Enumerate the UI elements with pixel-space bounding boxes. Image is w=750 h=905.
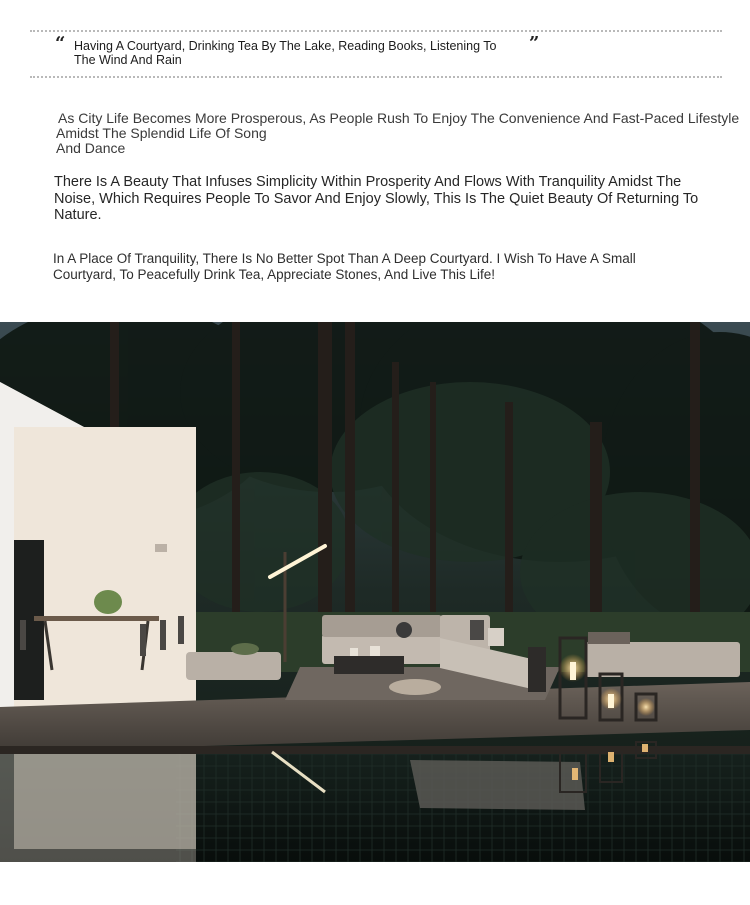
intro-paragraph [56, 111, 746, 156]
bottom-divider [30, 76, 722, 78]
courtyard-paragraph: In A Place Of Tranquility, There Is No Better Spot Than A Deep Courtyard. I Wish To Have A Small Courtyard, To Peacefully Drink Tea, Appreciate Stones, And Live This Life! [53, 251, 636, 282]
intro-line-3: And Dance [56, 140, 126, 156]
intro-line-1: As City Life Becomes More Prosperous, As People Rush To Enjoy The Convenience And Fast-Paced Lifestyle [58, 110, 740, 126]
quote-text: Having A Courtyard, Drinking Tea By The Lake, Reading Books, Listening To The Wind And Rain [74, 39, 497, 67]
top-divider [30, 30, 722, 32]
courtyard-photo [0, 322, 750, 862]
open-quote-mark: “ [55, 33, 66, 54]
close-quote-mark: ” [529, 33, 540, 54]
intro-line-2: Amidst The Splendid Life Of Song [56, 125, 267, 141]
beauty-paragraph: There Is A Beauty That Infuses Simplicity Within Prosperity And Flows With Tranquility Amidst The Noise, Which Requires People To Savor And Enjoy Slowly, This Is The Quiet Beauty Of Returning To Nature. [54, 174, 699, 223]
courtyard-scene-illustration [0, 322, 750, 862]
